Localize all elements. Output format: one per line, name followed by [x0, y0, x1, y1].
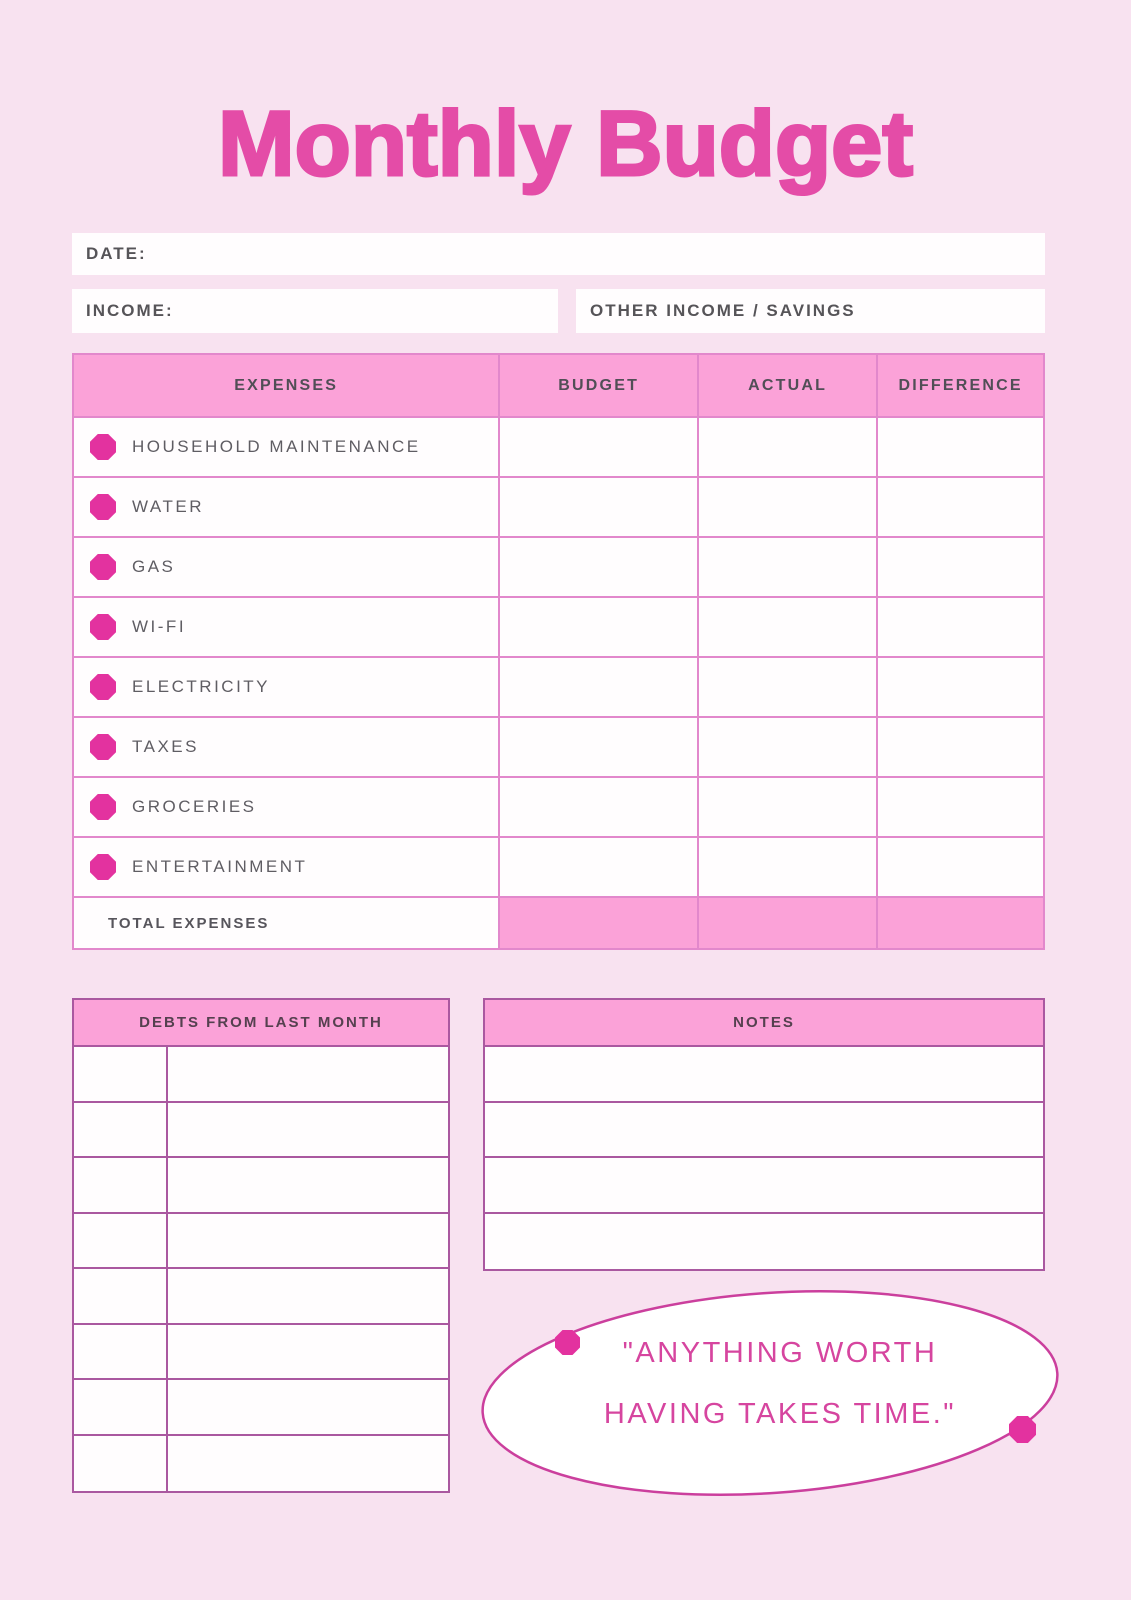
- notes-line[interactable]: [485, 1214, 1043, 1270]
- notes-line[interactable]: [485, 1047, 1043, 1103]
- expense-category-cell: [74, 478, 500, 538]
- expenses-column-header: EXPENSES: [74, 355, 500, 418]
- expense-actual-cell[interactable]: [699, 598, 878, 658]
- expense-actual-cell[interactable]: [699, 778, 878, 838]
- total-difference-cell[interactable]: [878, 898, 1043, 948]
- expense-actual-cell[interactable]: [699, 418, 878, 478]
- page-title: Monthly Budget: [218, 93, 913, 195]
- quote-line-1: "ANYTHING WORTH: [622, 1337, 938, 1369]
- debt-description-cell[interactable]: [168, 1047, 449, 1103]
- income-field[interactable]: [72, 289, 558, 333]
- debt-amount-cell[interactable]: [74, 1158, 168, 1214]
- expense-category-label: ENTERTAINMENT: [132, 857, 308, 876]
- date-field[interactable]: [72, 233, 1045, 275]
- debt-amount-cell[interactable]: [74, 1103, 168, 1159]
- bullet-icon: [90, 614, 116, 640]
- expense-category-label: TAXES: [132, 737, 199, 756]
- total-expenses-label: TOTAL EXPENSES: [74, 898, 500, 948]
- debt-description-cell[interactable]: [168, 1269, 449, 1325]
- expense-difference-cell[interactable]: [878, 478, 1043, 538]
- expense-budget-cell[interactable]: [500, 538, 699, 598]
- expenses-table: [72, 353, 1045, 950]
- quote-text: [480, 1323, 1080, 1445]
- expense-actual-cell[interactable]: [699, 478, 878, 538]
- expense-category-label: ELECTRICITY: [132, 677, 271, 696]
- date-label: DATE:: [86, 244, 147, 263]
- expense-budget-cell[interactable]: [500, 838, 699, 898]
- debt-amount-cell[interactable]: [74, 1325, 168, 1381]
- debt-description-cell[interactable]: [168, 1214, 449, 1270]
- expense-category-cell: [74, 778, 500, 838]
- debt-description-cell[interactable]: [168, 1380, 449, 1436]
- expense-category-cell: [74, 418, 500, 478]
- expense-category-cell: [74, 658, 500, 718]
- bullet-icon: [90, 434, 116, 460]
- expense-category-label: HOUSEHOLD MAINTENANCE: [132, 437, 421, 456]
- expense-budget-cell[interactable]: [500, 418, 699, 478]
- notes-line[interactable]: [485, 1158, 1043, 1214]
- notes-panel: [483, 998, 1045, 1271]
- expense-difference-cell[interactable]: [878, 718, 1043, 778]
- expense-actual-cell[interactable]: [699, 838, 878, 898]
- bullet-icon: [90, 554, 116, 580]
- expense-category-label: GROCERIES: [132, 797, 257, 816]
- total-actual-cell[interactable]: [699, 898, 878, 948]
- expense-difference-cell[interactable]: [878, 838, 1043, 898]
- expense-budget-cell[interactable]: [500, 658, 699, 718]
- debt-amount-cell[interactable]: [74, 1380, 168, 1436]
- debts-table: [72, 998, 450, 1493]
- expense-category-cell: [74, 538, 500, 598]
- notes-panel-title: NOTES: [485, 1000, 1043, 1047]
- expense-actual-cell[interactable]: [699, 538, 878, 598]
- debt-description-cell[interactable]: [168, 1325, 449, 1381]
- expense-difference-cell[interactable]: [878, 598, 1043, 658]
- expense-category-label: WATER: [132, 497, 204, 516]
- income-label: INCOME:: [86, 301, 174, 320]
- debt-description-cell[interactable]: [168, 1103, 449, 1159]
- difference-column-header: DIFFERENCE: [878, 355, 1043, 418]
- expense-category-label: WI-FI: [132, 617, 187, 636]
- expense-category-cell: [74, 598, 500, 658]
- other-income-savings-field[interactable]: [576, 289, 1045, 333]
- quote-badge: [460, 1275, 1100, 1525]
- debt-amount-cell[interactable]: [74, 1269, 168, 1325]
- bullet-icon: [90, 734, 116, 760]
- expense-category-label: GAS: [132, 557, 176, 576]
- bullet-icon: [90, 674, 116, 700]
- expense-difference-cell[interactable]: [878, 778, 1043, 838]
- other-income-savings-label: OTHER INCOME / SAVINGS: [590, 301, 856, 320]
- budget-column-header: BUDGET: [500, 355, 699, 418]
- debt-amount-cell[interactable]: [74, 1214, 168, 1270]
- expense-actual-cell[interactable]: [699, 718, 878, 778]
- debt-amount-cell[interactable]: [74, 1436, 168, 1492]
- quote-line-2: HAVING TAKES TIME.": [603, 1397, 957, 1430]
- actual-column-header: ACTUAL: [699, 355, 878, 418]
- debt-amount-cell[interactable]: [74, 1047, 168, 1103]
- expense-budget-cell[interactable]: [500, 478, 699, 538]
- notes-line[interactable]: [485, 1103, 1043, 1159]
- expense-budget-cell[interactable]: [500, 778, 699, 838]
- bullet-icon: [90, 494, 116, 520]
- expense-budget-cell[interactable]: [500, 598, 699, 658]
- bullet-icon: [90, 854, 116, 880]
- expense-difference-cell[interactable]: [878, 538, 1043, 598]
- expense-difference-cell[interactable]: [878, 658, 1043, 718]
- expense-actual-cell[interactable]: [699, 658, 878, 718]
- total-budget-cell[interactable]: [500, 898, 699, 948]
- debt-description-cell[interactable]: [168, 1436, 449, 1492]
- expense-category-cell: [74, 718, 500, 778]
- expense-budget-cell[interactable]: [500, 718, 699, 778]
- debts-table-title: DEBTS FROM LAST MONTH: [74, 1000, 448, 1047]
- bullet-icon: [90, 794, 116, 820]
- expense-category-cell: [74, 838, 500, 898]
- debt-description-cell[interactable]: [168, 1158, 449, 1214]
- expense-difference-cell[interactable]: [878, 418, 1043, 478]
